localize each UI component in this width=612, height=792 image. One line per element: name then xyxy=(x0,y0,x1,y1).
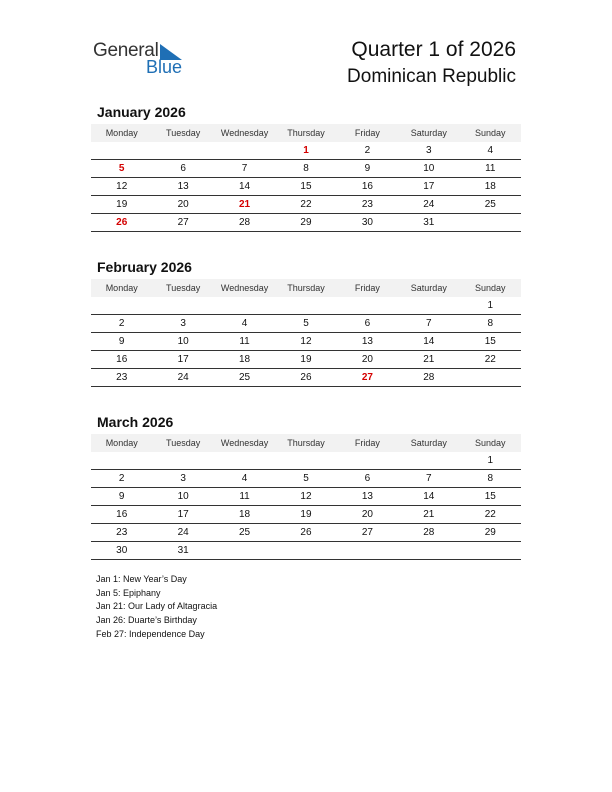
quarter-title: Quarter 1 of 2026 xyxy=(351,38,516,61)
empty-day-cell xyxy=(337,542,398,560)
week-row xyxy=(91,178,521,196)
day-cell: 11 xyxy=(460,160,521,178)
day-cell: 10 xyxy=(398,160,459,178)
day-cell: 21 xyxy=(398,351,459,369)
weekday-header-row xyxy=(91,124,521,142)
month-name: February 2026 xyxy=(97,259,192,275)
day-cell: 20 xyxy=(337,351,398,369)
day-cell: 5 xyxy=(91,160,152,178)
day-cell: 25 xyxy=(460,196,521,214)
empty-day-cell xyxy=(91,452,152,470)
weekday-header-row xyxy=(91,279,521,297)
week-row xyxy=(91,452,521,470)
empty-day-cell xyxy=(398,297,459,315)
day-cell: 21 xyxy=(398,506,459,524)
week-row xyxy=(91,488,521,506)
weekday-header: Sunday xyxy=(460,124,521,142)
weekday-header: Monday xyxy=(91,124,152,142)
weekday-header: Sunday xyxy=(460,434,521,452)
day-cell: 12 xyxy=(275,488,336,506)
day-cell: 2 xyxy=(91,470,152,488)
day-cell: 11 xyxy=(214,488,275,506)
day-cell: 19 xyxy=(91,196,152,214)
day-cell: 26 xyxy=(91,214,152,232)
day-cell: 27 xyxy=(337,369,398,387)
day-cell: 1 xyxy=(460,452,521,470)
day-cell: 9 xyxy=(91,488,152,506)
calendar-table xyxy=(91,434,521,560)
day-cell: 19 xyxy=(275,351,336,369)
day-cell: 11 xyxy=(214,333,275,351)
day-cell: 17 xyxy=(152,506,213,524)
day-cell: 3 xyxy=(152,315,213,333)
logo xyxy=(93,40,193,80)
day-cell: 28 xyxy=(214,214,275,232)
empty-day-cell xyxy=(152,452,213,470)
empty-day-cell xyxy=(214,452,275,470)
day-cell: 15 xyxy=(275,178,336,196)
country-title: Dominican Republic xyxy=(347,66,516,87)
day-cell: 7 xyxy=(214,160,275,178)
week-row xyxy=(91,160,521,178)
day-cell: 16 xyxy=(91,506,152,524)
empty-day-cell xyxy=(337,452,398,470)
logo-word-blue: Blue xyxy=(146,57,183,77)
day-cell: 19 xyxy=(275,506,336,524)
empty-day-cell xyxy=(337,297,398,315)
empty-day-cell xyxy=(91,142,152,160)
weekday-header: Wednesday xyxy=(214,124,275,142)
weekday-header: Sunday xyxy=(460,279,521,297)
empty-day-cell xyxy=(152,142,213,160)
day-cell: 27 xyxy=(337,524,398,542)
holiday-notes xyxy=(96,573,217,642)
day-cell: 23 xyxy=(91,369,152,387)
day-cell: 4 xyxy=(460,142,521,160)
empty-day-cell xyxy=(460,214,521,232)
day-cell: 17 xyxy=(398,178,459,196)
month-january xyxy=(91,104,521,232)
day-cell: 9 xyxy=(91,333,152,351)
day-cell: 7 xyxy=(398,315,459,333)
day-cell: 13 xyxy=(152,178,213,196)
day-cell: 28 xyxy=(398,369,459,387)
weekday-header: Thursday xyxy=(275,279,336,297)
month-february xyxy=(91,259,521,387)
day-cell: 17 xyxy=(152,351,213,369)
holiday-note: Jan 5: Epiphany xyxy=(96,587,161,598)
day-cell: 7 xyxy=(398,470,459,488)
weekday-header: Saturday xyxy=(398,434,459,452)
calendar-table xyxy=(91,279,521,387)
week-row xyxy=(91,524,521,542)
day-cell: 27 xyxy=(152,214,213,232)
week-row xyxy=(91,470,521,488)
day-cell: 13 xyxy=(337,488,398,506)
day-cell: 23 xyxy=(91,524,152,542)
day-cell: 1 xyxy=(275,142,336,160)
holiday-note: Jan 26: Duarte’s Birthday xyxy=(96,615,197,626)
weekday-header: Tuesday xyxy=(152,434,213,452)
weekday-header: Wednesday xyxy=(214,434,275,452)
weekday-header: Wednesday xyxy=(214,279,275,297)
weekday-header: Thursday xyxy=(275,124,336,142)
weekday-header: Thursday xyxy=(275,434,336,452)
holiday-note: Jan 1: New Year’s Day xyxy=(96,574,187,584)
day-cell: 28 xyxy=(398,524,459,542)
day-cell: 31 xyxy=(398,214,459,232)
day-cell: 22 xyxy=(460,351,521,369)
day-cell: 5 xyxy=(275,315,336,333)
day-cell: 25 xyxy=(214,524,275,542)
day-cell: 31 xyxy=(152,542,213,560)
week-row xyxy=(91,142,521,160)
holiday-note: Feb 27: Independence Day xyxy=(96,628,205,639)
day-cell: 12 xyxy=(275,333,336,351)
day-cell: 12 xyxy=(91,178,152,196)
day-cell: 22 xyxy=(460,506,521,524)
day-cell: 26 xyxy=(275,524,336,542)
day-cell: 29 xyxy=(275,214,336,232)
week-row xyxy=(91,351,521,369)
day-cell: 6 xyxy=(152,160,213,178)
day-cell: 23 xyxy=(337,196,398,214)
day-cell: 8 xyxy=(460,315,521,333)
weekday-header: Friday xyxy=(337,279,398,297)
empty-day-cell xyxy=(214,297,275,315)
day-cell: 24 xyxy=(152,369,213,387)
day-cell: 30 xyxy=(337,214,398,232)
weekday-header: Tuesday xyxy=(152,124,213,142)
day-cell: 15 xyxy=(460,333,521,351)
empty-day-cell xyxy=(275,297,336,315)
day-cell: 1 xyxy=(460,297,521,315)
day-cell: 6 xyxy=(337,470,398,488)
weekday-header: Friday xyxy=(337,124,398,142)
day-cell: 3 xyxy=(398,142,459,160)
day-cell: 8 xyxy=(460,470,521,488)
month-march xyxy=(91,414,521,560)
day-cell: 18 xyxy=(214,351,275,369)
empty-day-cell xyxy=(214,142,275,160)
day-cell: 25 xyxy=(214,369,275,387)
day-cell: 10 xyxy=(152,488,213,506)
day-cell: 24 xyxy=(152,524,213,542)
day-cell: 21 xyxy=(214,196,275,214)
day-cell: 2 xyxy=(337,142,398,160)
holiday-note: Jan 21: Our Lady of Altagracia xyxy=(96,601,218,612)
day-cell: 18 xyxy=(214,506,275,524)
day-cell: 4 xyxy=(214,315,275,333)
empty-day-cell xyxy=(275,542,336,560)
empty-day-cell xyxy=(398,542,459,560)
day-cell: 16 xyxy=(337,178,398,196)
day-cell: 24 xyxy=(398,196,459,214)
weekday-header: Friday xyxy=(337,434,398,452)
empty-day-cell xyxy=(460,369,521,387)
day-cell: 14 xyxy=(398,333,459,351)
day-cell: 8 xyxy=(275,160,336,178)
day-cell: 29 xyxy=(460,524,521,542)
week-row xyxy=(91,542,521,560)
week-row xyxy=(91,196,521,214)
day-cell: 5 xyxy=(275,470,336,488)
day-cell: 30 xyxy=(91,542,152,560)
day-cell: 15 xyxy=(460,488,521,506)
day-cell: 4 xyxy=(214,470,275,488)
day-cell: 3 xyxy=(152,470,213,488)
day-cell: 9 xyxy=(337,160,398,178)
calendar-table xyxy=(91,124,521,232)
weekday-header: Saturday xyxy=(398,124,459,142)
month-name: March 2026 xyxy=(97,414,174,430)
weekday-header: Saturday xyxy=(398,279,459,297)
day-cell: 13 xyxy=(337,333,398,351)
weekday-header: Monday xyxy=(91,279,152,297)
weekday-header: Tuesday xyxy=(152,279,213,297)
day-cell: 14 xyxy=(214,178,275,196)
month-name: January 2026 xyxy=(97,104,186,120)
day-cell: 20 xyxy=(337,506,398,524)
empty-day-cell xyxy=(275,452,336,470)
empty-day-cell xyxy=(91,297,152,315)
logo-word-general: General xyxy=(93,40,159,61)
empty-day-cell xyxy=(152,297,213,315)
week-row xyxy=(91,315,521,333)
empty-day-cell xyxy=(398,452,459,470)
day-cell: 22 xyxy=(275,196,336,214)
weekday-header: Monday xyxy=(91,434,152,452)
week-row xyxy=(91,214,521,232)
day-cell: 6 xyxy=(337,315,398,333)
week-row xyxy=(91,506,521,524)
empty-day-cell xyxy=(214,542,275,560)
week-row xyxy=(91,369,521,387)
empty-day-cell xyxy=(460,542,521,560)
day-cell: 2 xyxy=(91,315,152,333)
week-row xyxy=(91,297,521,315)
day-cell: 10 xyxy=(152,333,213,351)
weekday-header-row xyxy=(91,434,521,452)
day-cell: 14 xyxy=(398,488,459,506)
week-row xyxy=(91,333,521,351)
day-cell: 16 xyxy=(91,351,152,369)
day-cell: 18 xyxy=(460,178,521,196)
day-cell: 20 xyxy=(152,196,213,214)
day-cell: 26 xyxy=(275,369,336,387)
